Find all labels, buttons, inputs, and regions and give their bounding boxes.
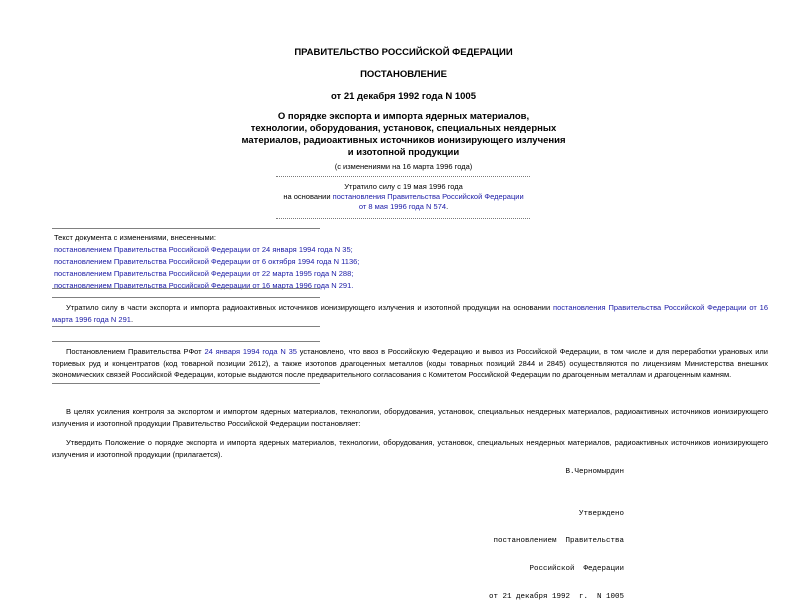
import-export-note: Постановлением Правительства РФот 24 января 1994 года N 35 установлено, что ввоз в Российскую Федерацию и вывоз из Российской Федерации, в том числе и для переработки урановых или ториевых руд и концентратов (код товарной позиции 2612), а также изотопов драгоценных металлов (коды товарных позиций 2844 и 2845) осуществляются по лицензиям Министерства внешних экономических связей Российской Федерации, которые выдаются после предварительного согласования с Комитетом Российской Федерации по драгоценным металлам и драгоценным камням. [52,347,768,379]
title-line: материалов, радиоактивных источников ионизирующего излучения [241,135,566,146]
title-line: и изотопной продукции [347,147,460,158]
approval-line: Утверждено [578,509,624,518]
divider [52,383,320,384]
body-paragraph-2: Утвердить Положение о порядке экспорта и импорта ядерных материалов, технологии, оборудования, установок, специальных неядерных материалов, радиоактивных источников ионизирующего излучения и изотопной продукции (прилагается). [52,438,768,459]
lapsed-decree-date-link[interactable]: от 8 мая 1996 года N 574 [358,202,447,211]
lapsed-prefix: на основании [283,192,333,201]
divider [52,288,320,289]
approval-line: постановлением Правительства [493,537,624,546]
signature: В.Черномырдин [565,468,624,476]
divider [52,297,320,298]
changes-list [54,232,359,292]
document-title [0,111,807,159]
divider [276,176,530,177]
title-line: технологии, оборудования, установок, специальных неядерных [250,123,557,134]
amendments-note: (с изменениями на 16 марта 1996 года) [334,162,473,171]
note-decree-link[interactable]: 24 января 1994 года N 35 [204,347,297,356]
changes-link[interactable]: постановлением Правительства Российской Федерации от 16 марта 1996 года N 291. [54,281,354,290]
government-heading: ПРАВИТЕЛЬСТВО РОССИЙСКОЙ ФЕДЕРАЦИИ [294,47,513,58]
partial-lapse-note: Утратило силу в части экспорта и импорта радиоактивных источников ионизирующего излучения и изотопной продукции на основании постановления Правительства Российской Федерации от 16 марта 1996 года N 291. [52,303,769,324]
divider [52,326,320,327]
changes-link[interactable]: постановлением Правительства Российской Федерации от 6 октября 1994 года N 1136; [54,257,360,266]
changes-link[interactable]: постановлением Правительства Российской Федерации от 22 марта 1995 года N 288; [54,269,354,278]
lapsed-line-2 [0,192,807,202]
changes-link[interactable]: постановлением Правительства Российской Федерации от 24 января 1994 года N 35; [54,245,353,254]
document-date-number: от 21 декабря 1992 года N 1005 [330,91,476,102]
body-paragraph-1: В целях усиления контроля за экспортом и импортом ядерных материалов, технологии, оборудования, установок, специальных неядерных материалов, радиоактивных источников ионизирующего излучения и изотопной продукции Правительство Российской Федерации постановляет: [52,407,768,428]
lapsed-line-3 [0,202,807,212]
divider [52,341,320,342]
document-type: ПОСТАНОВЛЕНИЕ [360,69,447,80]
lapsed-line-1: Утратило силу с 19 мая 1996 года [344,182,463,191]
approval-line: от 21 декабря 1992 г. N 1005 [488,593,624,602]
approval-stamp [489,491,624,612]
lapsed-decree-link[interactable]: постановления Правительства Российской Федерации [332,192,524,201]
divider [276,218,530,219]
partial-lapse-link[interactable]: постановления Правительства Российской Федерации от 16 марта 1996 года N 291 [52,303,769,324]
approval-line: Российской Федерации [529,565,624,574]
lapsed-suffix: . [446,202,449,211]
changes-intro: Текст документа с изменениями, внесенными: [54,233,216,242]
divider [52,228,320,229]
title-line: О порядке экспорта и импорта ядерных материалов, [277,111,530,122]
